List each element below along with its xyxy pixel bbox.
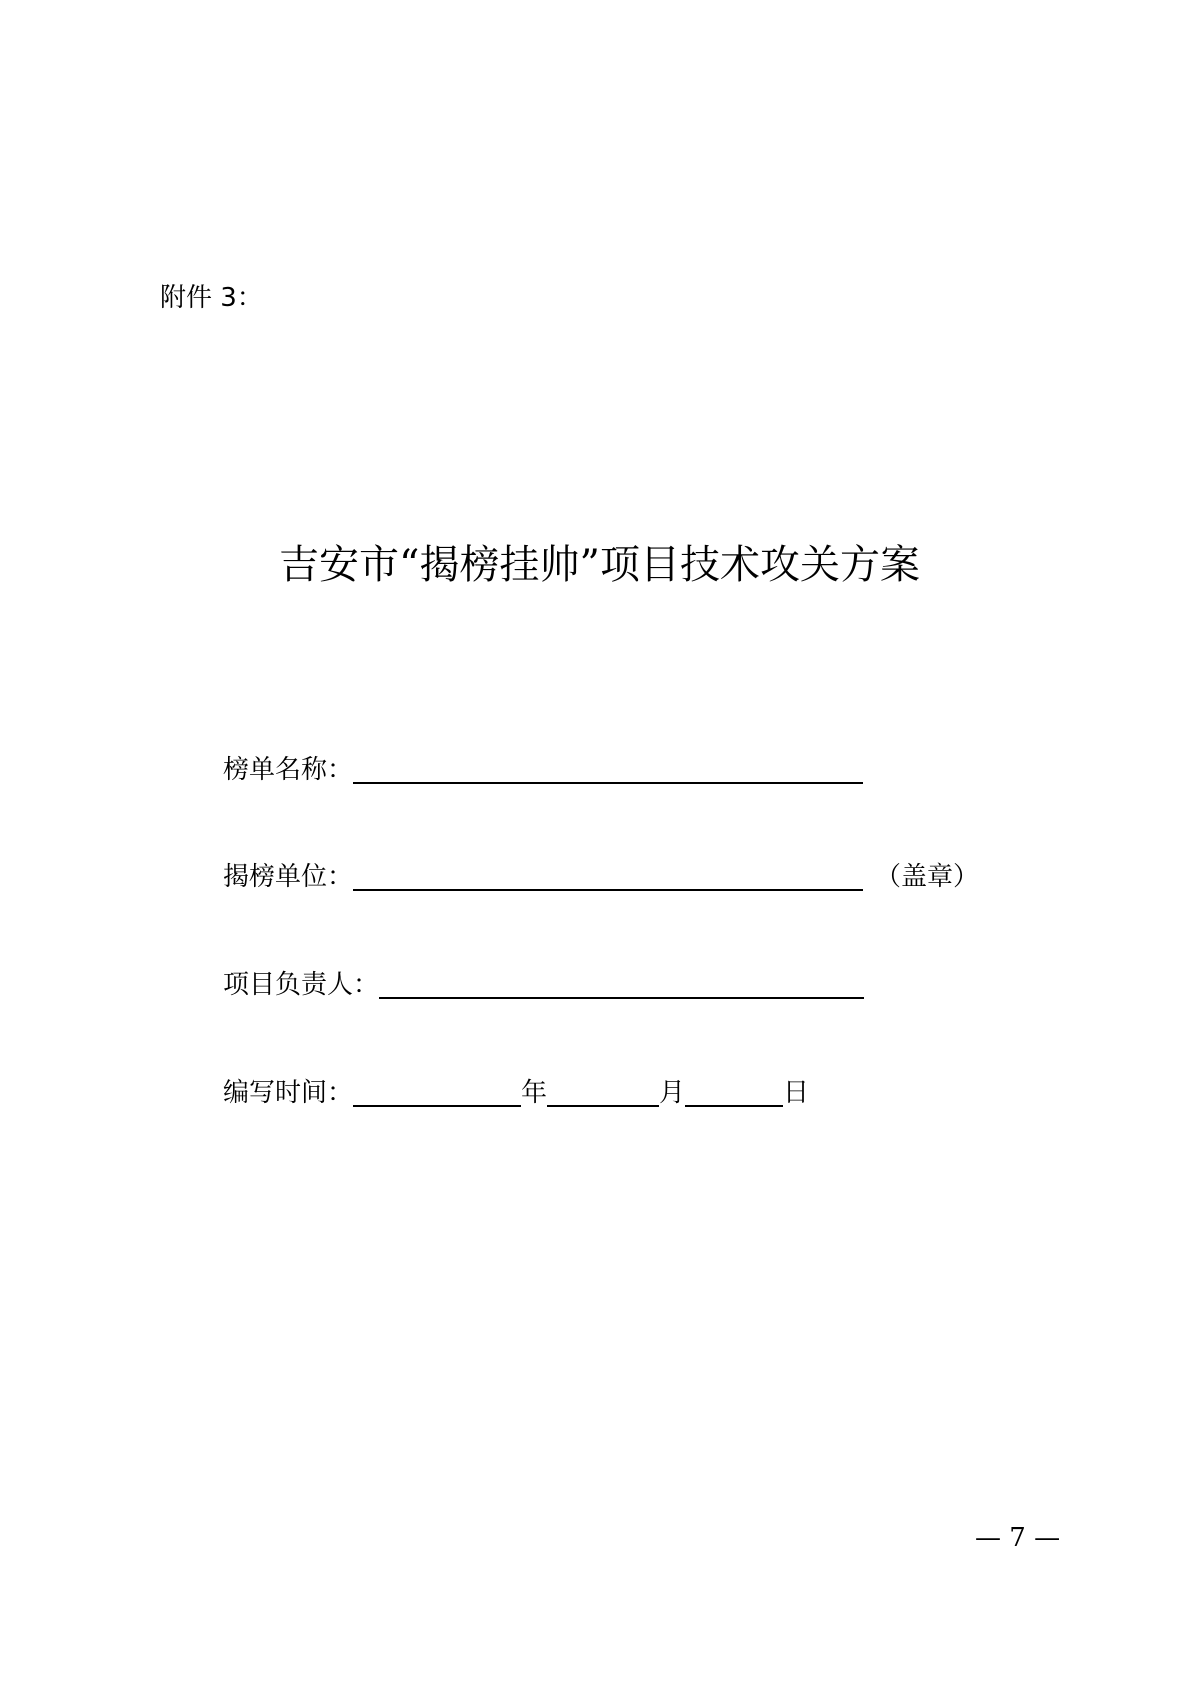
month-blank[interactable] bbox=[547, 1075, 659, 1107]
month-suffix: 月 bbox=[659, 1078, 686, 1108]
list-name-blank[interactable] bbox=[353, 752, 863, 784]
unit-label: 揭榜单位： bbox=[223, 862, 354, 892]
date-label: 编写时间： bbox=[223, 1078, 354, 1108]
seal-note: （盖章） bbox=[875, 862, 980, 892]
date-row bbox=[223, 1071, 809, 1111]
project-lead-blank[interactable] bbox=[379, 967, 864, 999]
day-blank[interactable] bbox=[685, 1075, 783, 1107]
year-suffix: 年 bbox=[521, 1078, 548, 1108]
project-lead-label: 项目负责人： bbox=[223, 970, 380, 1000]
document-title: 吉安市“揭榜挂帅”项目技术攻关方案 bbox=[279, 542, 920, 588]
attachment-label: 附件 3： bbox=[160, 283, 263, 313]
day-suffix: 日 bbox=[783, 1078, 810, 1108]
year-blank[interactable] bbox=[353, 1075, 521, 1107]
list-name-label: 榜单名称： bbox=[223, 755, 354, 785]
list-name-row bbox=[223, 748, 863, 788]
unit-blank[interactable] bbox=[353, 859, 863, 891]
unit-row bbox=[223, 855, 979, 895]
project-lead-row bbox=[223, 963, 864, 1003]
page-number: — 7 — bbox=[975, 1523, 1061, 1553]
